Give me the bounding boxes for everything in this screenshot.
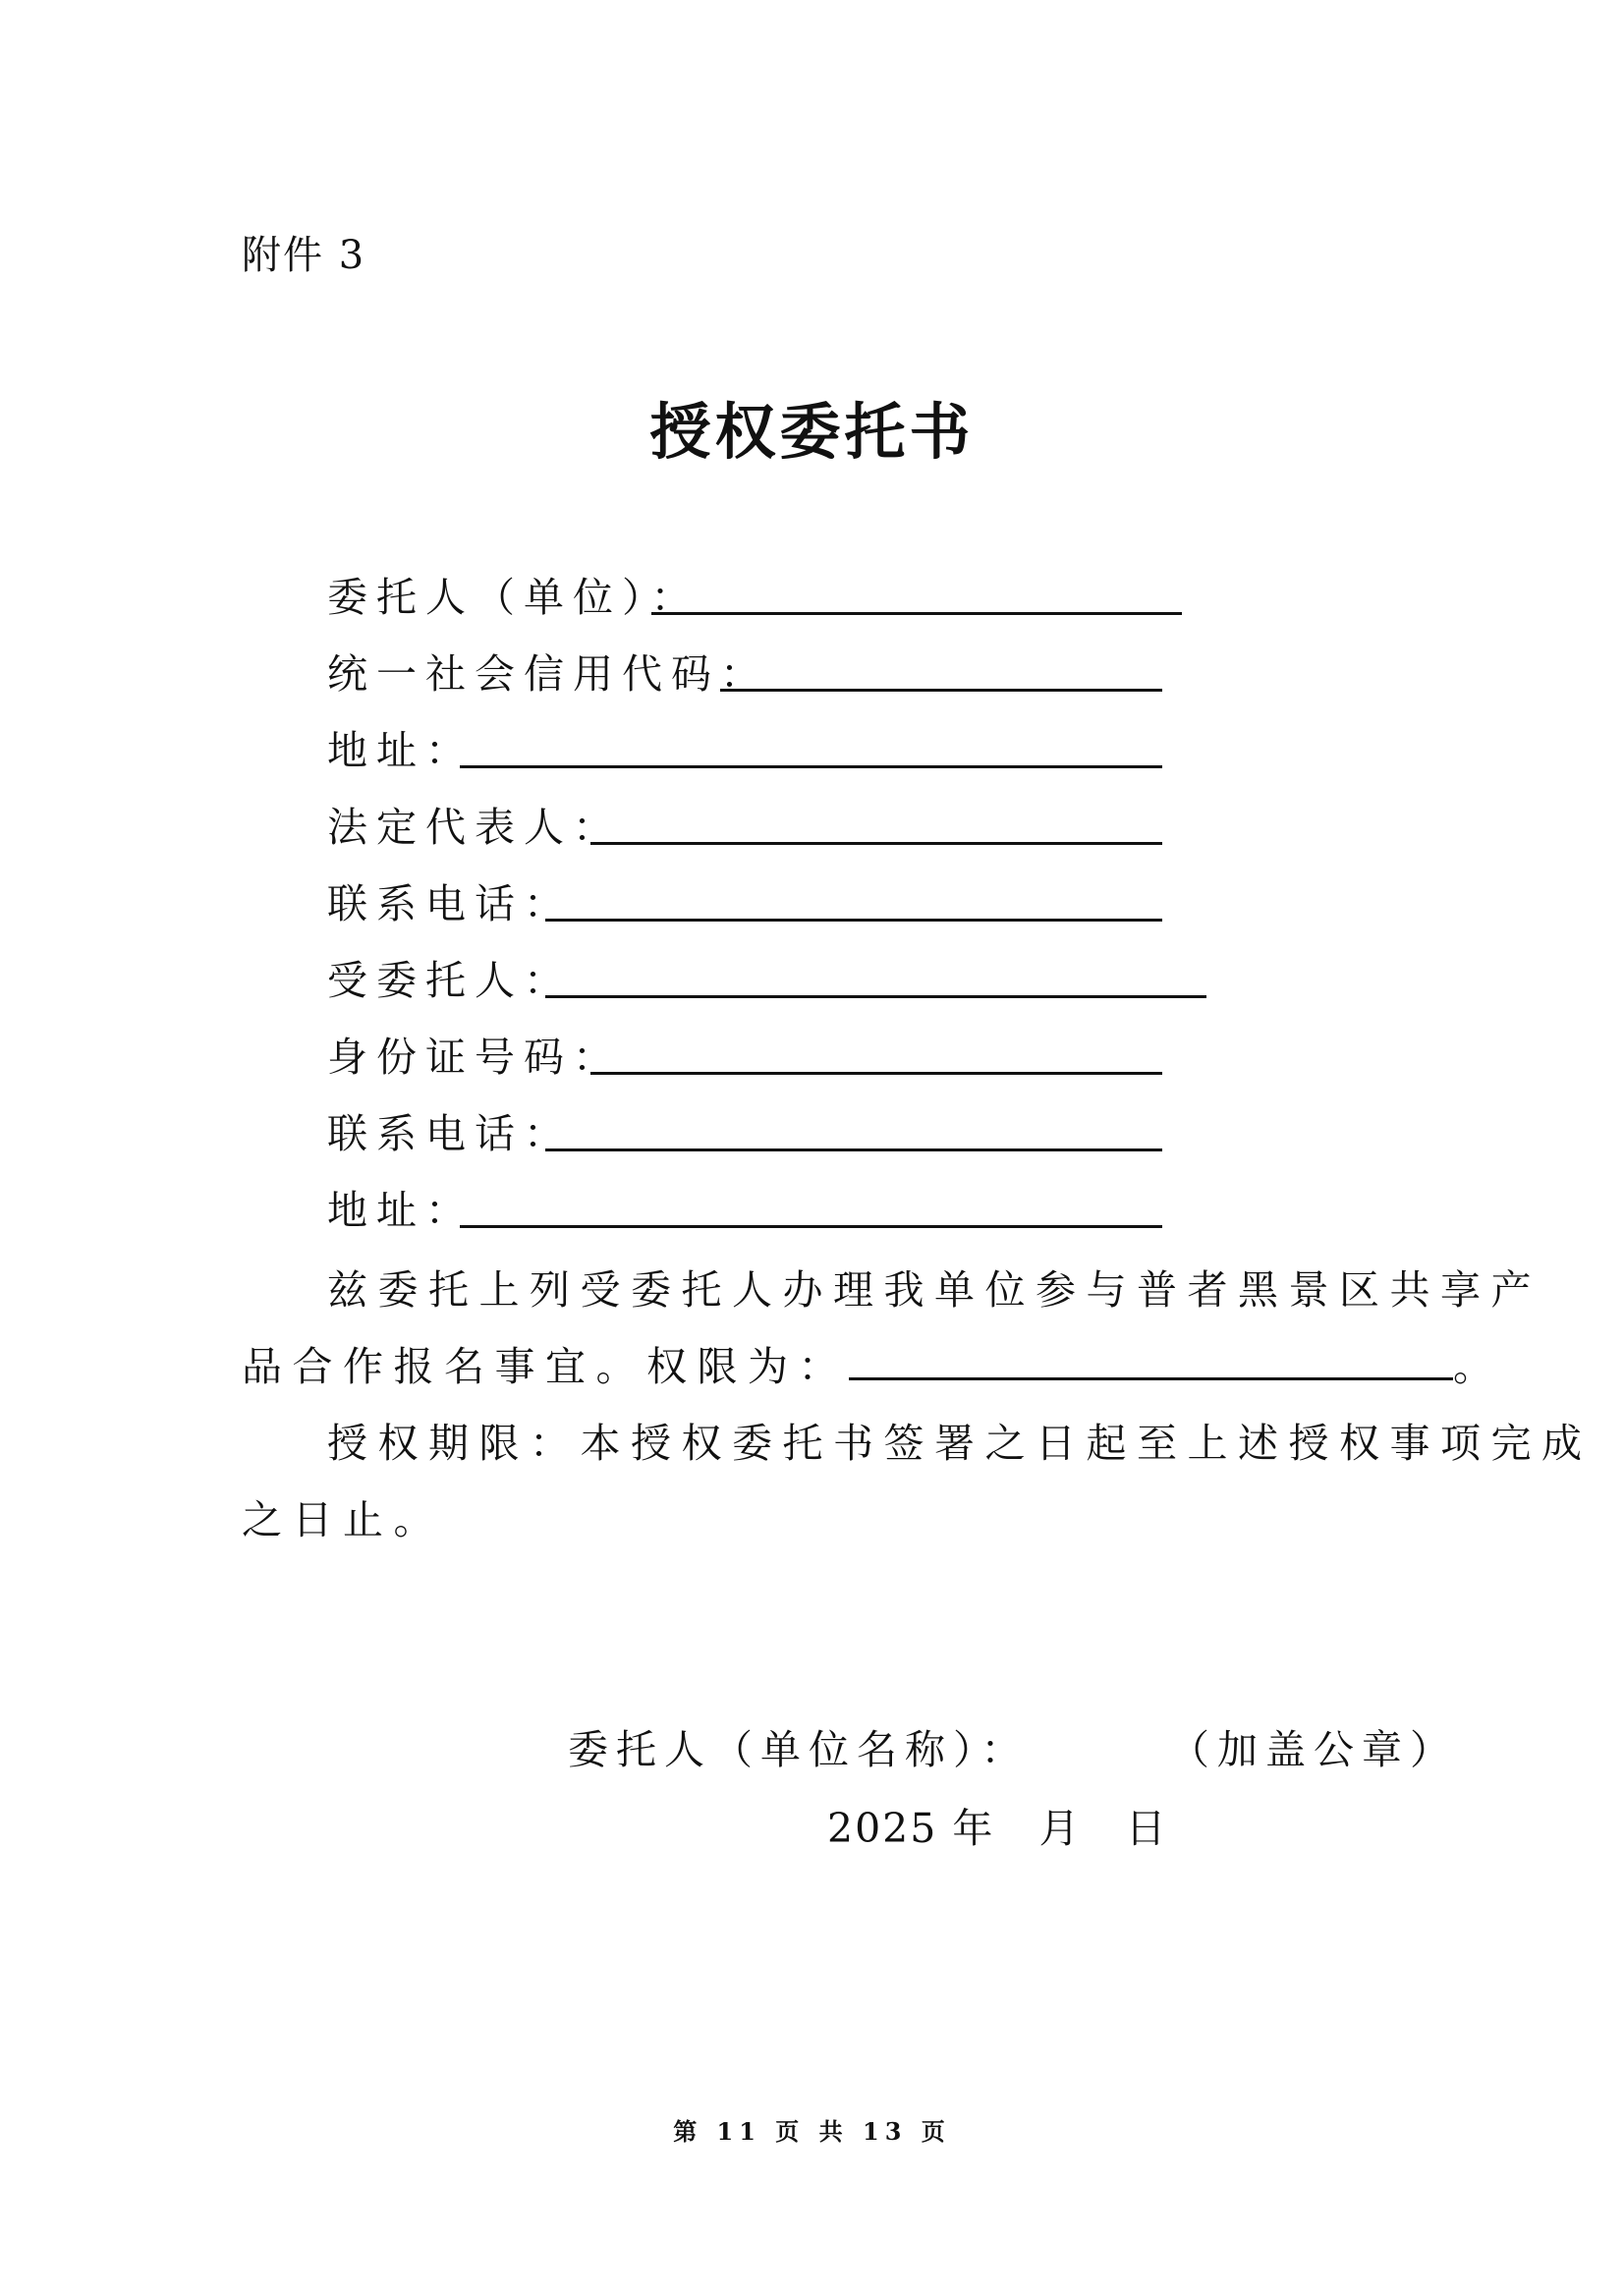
fill-line <box>545 919 1162 922</box>
fill-line <box>590 1072 1162 1075</box>
paragraph-text: 。 <box>1453 1343 1504 1390</box>
fill-line <box>651 612 1182 615</box>
date-month-char: 月 <box>1038 1805 1082 1852</box>
paragraph-line: 兹委托上列受委托人办理我单位参与普者黑景区共享产 <box>327 1266 1541 1314</box>
document-title: 授权委托书 <box>649 396 975 468</box>
field-label: 法定代表人： <box>327 804 622 851</box>
seal-note: （加盖公章） <box>1169 1726 1458 1773</box>
field-label: 联系电话： <box>327 880 573 927</box>
fill-line <box>720 689 1162 692</box>
field-label: 委托人（单位）： <box>327 574 700 621</box>
paragraph-line: 授权期限：本授权委托书签署之日起至上述授权事项完成 <box>327 1420 1593 1467</box>
paragraph-text: 品合作报名事宜。权限为： <box>242 1343 849 1390</box>
paragraph-line <box>242 1334 1504 1392</box>
field-label: 受委托人： <box>327 957 573 1004</box>
paragraph-line: 之日止。 <box>242 1496 444 1543</box>
field-label: 身份证号码： <box>327 1034 622 1081</box>
date-year-char: 年 <box>952 1805 995 1852</box>
field-label: 统一社会信用代码： <box>327 650 769 698</box>
field-label: 地址： <box>327 727 475 774</box>
date-day-char: 日 <box>1125 1805 1168 1852</box>
field-label: 地址： <box>327 1187 475 1234</box>
fill-line <box>545 1148 1162 1151</box>
date-year: 2025 <box>827 1805 938 1852</box>
fill-line <box>460 765 1162 768</box>
attachment-label: 附件 3 <box>242 233 366 278</box>
field-label: 联系电话： <box>327 1110 573 1157</box>
fill-line <box>545 995 1206 998</box>
signature-date <box>827 1796 1168 1854</box>
fill-line <box>590 842 1162 845</box>
permission-blank <box>849 1338 1453 1380</box>
principal-signature-label: 委托人（单位名称）： <box>568 1726 1030 1773</box>
page-number: 第 11 页 共 13 页 <box>673 2117 951 2146</box>
fill-line <box>460 1225 1162 1228</box>
